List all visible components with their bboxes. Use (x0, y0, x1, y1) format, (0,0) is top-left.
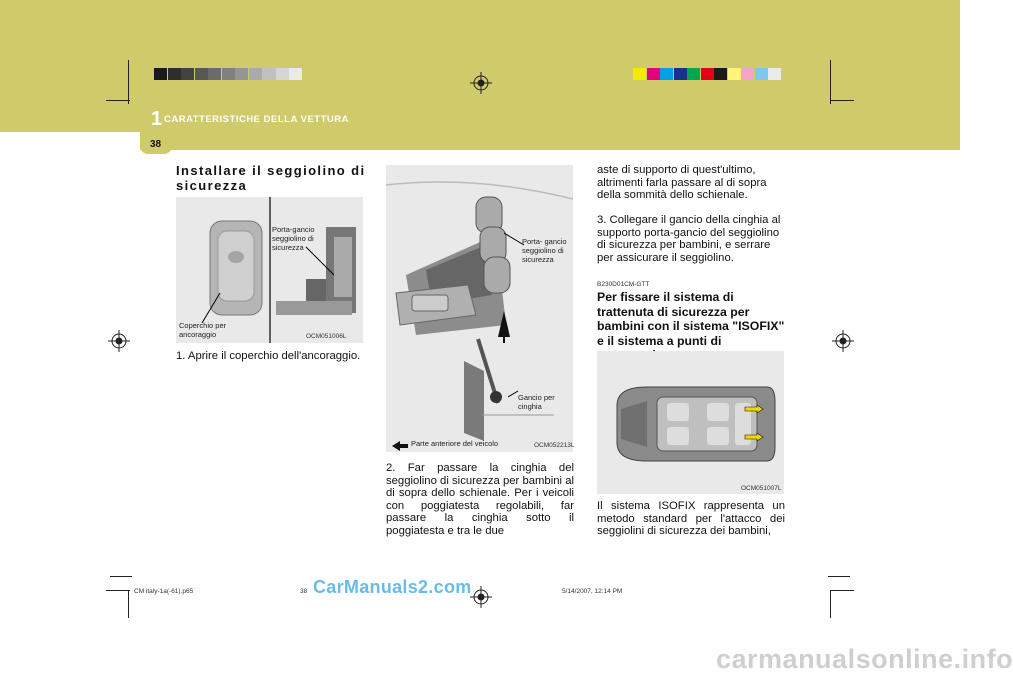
color-swatch (768, 68, 781, 80)
header-band (0, 0, 960, 132)
color-swatch (195, 68, 208, 80)
step-3-text: 3. Collegare il gancio della cinghia al supporto porta-gancio del seggiolino di sicurezza per bambini, e serrare per assicurare il seggiolino. (597, 214, 781, 264)
color-swatch (633, 68, 646, 80)
footer-filename: CM italy-1a(-61).p65 (134, 588, 194, 595)
registration-target-icon (108, 330, 130, 352)
watermark-logo: CarManuals2.com (313, 577, 472, 597)
figure-anchor-cover (176, 197, 363, 343)
footer-page: 38 (300, 588, 308, 595)
section-heading-isofix: Per fissare il sistema di trattenuta di sicurezza per bambini con il sistema "ISOFIX" e il sistema a punti di (597, 290, 785, 348)
label-anchor-cover: Coperchio per ancoraggio (179, 321, 227, 339)
color-swatch (687, 68, 700, 80)
color-swatch (714, 68, 727, 80)
figure-code: OCM052213L (534, 442, 575, 449)
color-swatch (222, 68, 235, 80)
color-swatch (276, 68, 289, 80)
label-strap-hook: Gancio per cinghia (518, 393, 555, 411)
section-code: B230D01CM-GTT (597, 281, 650, 288)
color-swatch (647, 68, 660, 80)
color-swatch (208, 68, 221, 80)
color-swatch (154, 68, 167, 80)
chapter-number: 1 (151, 108, 163, 130)
step-2-text: 2. Far passare la cinghia del seggiolino di sicurezza per bambini al di sopra dello schienale. Per i veicoli con poggiatesta regolabili, far passare la cinghia sotto il poggiatesta e tra le due (386, 462, 574, 537)
figure-seat-tether (386, 165, 573, 452)
color-swatch (728, 68, 741, 80)
footer-date: 5/14/2007, 12:14 PM (562, 588, 623, 595)
chapter-title: CARATTERISTICHE DELLA VETTURA (164, 114, 349, 125)
step-1-text: 1. Aprire il coperchio dell'ancoraggio. (176, 350, 361, 362)
color-swatch (249, 68, 262, 80)
label-vehicle-front: Parte anteriore del veicolo (411, 439, 499, 448)
color-swatch (741, 68, 754, 80)
registration-target-icon (832, 330, 854, 352)
continued-text: aste di supporto di quest'ultimo, altrimenti farla passare al di sopra della sommità dello schienale. (597, 164, 767, 202)
label-seat-anchor: Porta- gancio seggiolino di sicurezza (522, 237, 567, 264)
color-swatch (289, 68, 302, 80)
color-swatch (701, 68, 714, 80)
registration-target-icon (470, 586, 492, 608)
figure-vehicle-topview (597, 351, 784, 494)
page-number: 38 (150, 139, 162, 150)
label-anchor-holder: Porta-gancio seggiolino di sicurezza (272, 225, 315, 252)
color-swatch (755, 68, 768, 80)
figure-code: OCM051006L (306, 333, 347, 340)
figure-code: OCM051007L (741, 485, 782, 492)
color-swatch (660, 68, 673, 80)
color-swatch (181, 68, 194, 80)
color-swatch (674, 68, 687, 80)
isofix-paragraph: Il sistema ISOFIX rappresenta un metodo standard per l'attacco dei seggiolini di sicurezza dei bambini, (597, 500, 785, 538)
section-heading-install: Installare il seggiolino di sicurezza (176, 163, 366, 193)
registration-target-icon (470, 72, 492, 94)
color-swatch (168, 68, 181, 80)
color-swatch (262, 68, 275, 80)
header-band-strip (140, 132, 960, 150)
site-watermark: carmanualsonline.info (716, 644, 1013, 674)
color-swatch (235, 68, 248, 80)
